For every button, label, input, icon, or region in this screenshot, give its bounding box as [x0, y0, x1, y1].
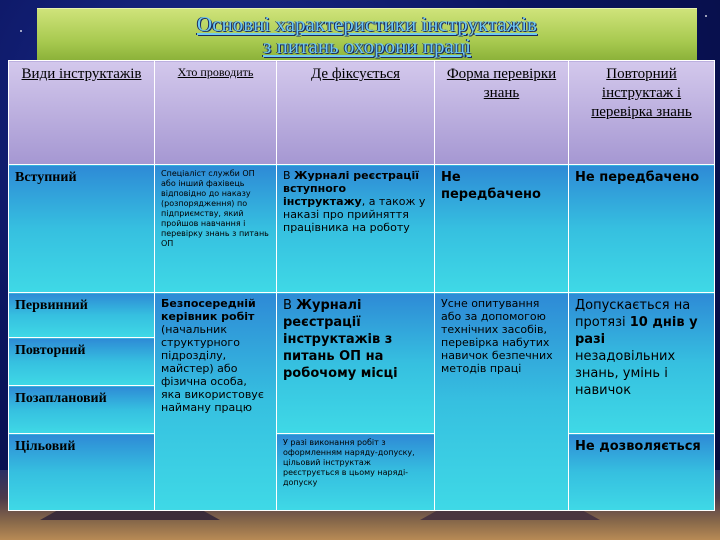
header-repeat: Повторний інструктаж і перевірка знань — [569, 61, 715, 165]
table-row-introductory — [9, 165, 715, 293]
header-who: Хто проводить — [155, 61, 277, 165]
group-repeat: Допускається на протязі 10 днів у разі незадовільних знань, умінь і навичок — [569, 293, 715, 434]
group-who: Безпосередній керівник робіт (начальник структурного підрозділу, майстер) або фізична особа, яка використовує найману працю — [155, 293, 277, 511]
star — [20, 30, 22, 32]
row-label-targeted: Цільовий — [9, 434, 155, 511]
introductory-where: В Журналі реєстрації вступного інструктажу, а також у наказі про прийняття працівника на роботу — [277, 165, 435, 293]
title-line-1: Основні характеристики інструктажів — [197, 12, 537, 36]
row-label-unscheduled: Позаплановий — [9, 386, 155, 434]
header-types: Види інструктажів — [9, 61, 155, 165]
group-where: В Журналі реєстрації інструктажів з питань ОП на робочому місці — [277, 293, 435, 434]
row-label-introductory: Вступний — [9, 165, 155, 293]
targeted-repeat: Не дозволяється — [569, 434, 715, 511]
title-line-2: з питань охорони праці — [263, 34, 471, 58]
targeted-where: У разі виконання робіт з оформленням наряду-допуску, цільовий інструктаж реєструється в цьому наряді-допуску — [277, 434, 435, 511]
group-form: Усне опитування або за допомогою технічних засобів, перевірка набутих навичок безпечних методів праці — [435, 293, 569, 511]
star — [705, 15, 707, 17]
introductory-repeat: Не передбачено — [569, 165, 715, 293]
introductory-form: Не передбачено — [435, 165, 569, 293]
row-label-repeated: Повторний — [9, 338, 155, 386]
introductory-who: Спеціаліст служби ОП або інший фахівець відповідно до наказу (розпорядження) по підприємству, який пройшов навчання і перевірку знань з питань ОП — [155, 165, 277, 293]
briefings-table — [8, 60, 715, 511]
slide-title — [37, 8, 697, 64]
row-label-primary: Первинний — [9, 293, 155, 338]
table-row-primary — [9, 293, 715, 338]
header-form: Форма перевірки знань — [435, 61, 569, 165]
table-row-targeted — [9, 434, 715, 511]
header-where: Де фіксується — [277, 61, 435, 165]
